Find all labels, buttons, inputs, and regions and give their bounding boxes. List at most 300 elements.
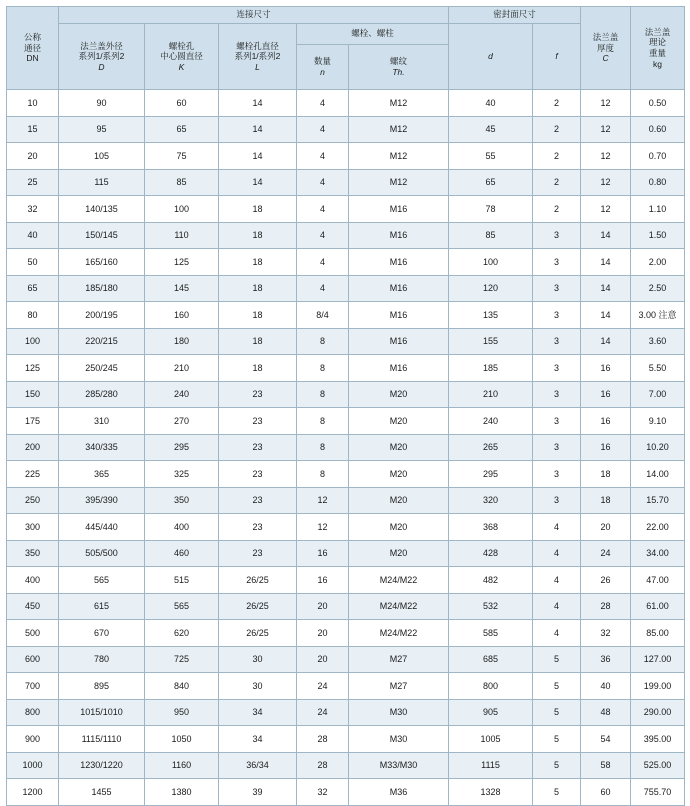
cell-f: 2: [533, 169, 581, 196]
cell-f: 2: [533, 196, 581, 223]
header-l: [219, 24, 297, 90]
cell-c: 14: [581, 249, 631, 276]
header-dn-line2: 通径: [23, 42, 41, 53]
cell-f: 4: [533, 567, 581, 594]
cell-dn: 500: [7, 620, 59, 647]
cell-d: 670: [59, 620, 145, 647]
cell-n: 12: [297, 487, 349, 514]
cell-dn: 450: [7, 593, 59, 620]
cell-weight: 7.00: [631, 381, 685, 408]
cell-weight: 2.00: [631, 249, 685, 276]
cell-f: 2: [533, 143, 581, 170]
cell-seal-d: 135: [449, 302, 533, 329]
cell-th: M27: [349, 673, 449, 700]
cell-dn: 200: [7, 434, 59, 461]
header-n-line2: n: [320, 67, 325, 77]
cell-n: 16: [297, 567, 349, 594]
header-k-line1: 螺栓孔: [168, 40, 195, 51]
cell-d: 285/280: [59, 381, 145, 408]
cell-th: M33/M30: [349, 752, 449, 779]
cell-seal-d: 40: [449, 90, 533, 117]
cell-c: 16: [581, 434, 631, 461]
cell-th: M20: [349, 461, 449, 488]
cell-dn: 20: [7, 143, 59, 170]
cell-weight: 290.00: [631, 699, 685, 726]
cell-seal-d: 85: [449, 222, 533, 249]
cell-c: 12: [581, 90, 631, 117]
cell-dn: 125: [7, 355, 59, 382]
table-row: [7, 752, 685, 779]
cell-k: 950: [145, 699, 219, 726]
table-row: [7, 116, 685, 143]
cell-c: 58: [581, 752, 631, 779]
cell-d: 365: [59, 461, 145, 488]
cell-f: 3: [533, 461, 581, 488]
table-row: [7, 673, 685, 700]
cell-d: 250/245: [59, 355, 145, 382]
cell-seal-d: 1005: [449, 726, 533, 753]
cell-th: M20: [349, 381, 449, 408]
cell-th: M20: [349, 408, 449, 435]
header-seal-f: [533, 24, 581, 90]
cell-dn: 1200: [7, 779, 59, 806]
cell-weight: 127.00: [631, 646, 685, 673]
cell-seal-d: 800: [449, 673, 533, 700]
header-k-line2: 中心圆直径: [160, 51, 203, 62]
cell-k: 325: [145, 461, 219, 488]
cell-d: 115: [59, 169, 145, 196]
cell-dn: 65: [7, 275, 59, 302]
cell-dn: 175: [7, 408, 59, 435]
cell-n: 16: [297, 540, 349, 567]
header-c-line3: C: [602, 53, 609, 64]
cell-dn: 600: [7, 646, 59, 673]
table-row: [7, 328, 685, 355]
cell-c: 14: [581, 328, 631, 355]
table-row: [7, 487, 685, 514]
cell-l: 34: [219, 726, 297, 753]
cell-k: 515: [145, 567, 219, 594]
cell-l: 26/25: [219, 567, 297, 594]
cell-l: 18: [219, 222, 297, 249]
header-group-seal: 密封面尺寸: [449, 7, 581, 24]
cell-d: 895: [59, 673, 145, 700]
cell-d: 1230/1220: [59, 752, 145, 779]
table-row: [7, 275, 685, 302]
cell-k: 145: [145, 275, 219, 302]
cell-c: 20: [581, 514, 631, 541]
cell-seal-d: 120: [449, 275, 533, 302]
header-weight: [631, 7, 685, 90]
cell-weight: 61.00: [631, 593, 685, 620]
cell-dn: 300: [7, 514, 59, 541]
table-row: [7, 514, 685, 541]
cell-c: 16: [581, 408, 631, 435]
table-row: [7, 381, 685, 408]
cell-l: 14: [219, 169, 297, 196]
cell-seal-d: 532: [449, 593, 533, 620]
table-row: [7, 302, 685, 329]
cell-weight: 0.60: [631, 116, 685, 143]
cell-weight: 755.70: [631, 779, 685, 806]
cell-d: 1455: [59, 779, 145, 806]
table-row: [7, 779, 685, 806]
cell-weight: 34.00: [631, 540, 685, 567]
cell-d: 185/180: [59, 275, 145, 302]
cell-f: 3: [533, 408, 581, 435]
header-c-line2: 厚度: [597, 42, 615, 53]
cell-n: 8: [297, 408, 349, 435]
cell-th: M12: [349, 169, 449, 196]
cell-k: 350: [145, 487, 219, 514]
header-th: [349, 45, 449, 90]
cell-l: 14: [219, 90, 297, 117]
cell-f: 3: [533, 434, 581, 461]
cell-weight: 3.00 注意: [631, 302, 685, 329]
cell-seal-d: 210: [449, 381, 533, 408]
cell-c: 14: [581, 302, 631, 329]
cell-c: 14: [581, 275, 631, 302]
cell-n: 4: [297, 90, 349, 117]
cell-f: 3: [533, 249, 581, 276]
cell-f: 3: [533, 355, 581, 382]
cell-seal-d: 155: [449, 328, 533, 355]
cell-th: M24/M22: [349, 620, 449, 647]
cell-l: 18: [219, 302, 297, 329]
cell-l: 18: [219, 196, 297, 223]
table-row: [7, 593, 685, 620]
cell-d: 395/390: [59, 487, 145, 514]
cell-k: 75: [145, 143, 219, 170]
cell-d: 200/195: [59, 302, 145, 329]
cell-c: 36: [581, 646, 631, 673]
cell-l: 18: [219, 249, 297, 276]
table-row: [7, 434, 685, 461]
cell-dn: 25: [7, 169, 59, 196]
cell-k: 270: [145, 408, 219, 435]
cell-dn: 10: [7, 90, 59, 117]
header-seal-f-label: f: [555, 50, 558, 61]
cell-f: 3: [533, 381, 581, 408]
cell-n: 4: [297, 222, 349, 249]
header-l-line1: 螺栓孔直径: [236, 40, 279, 51]
cell-k: 620: [145, 620, 219, 647]
cell-th: M20: [349, 487, 449, 514]
cell-weight: 1.10: [631, 196, 685, 223]
cell-dn: 1000: [7, 752, 59, 779]
cell-seal-d: 482: [449, 567, 533, 594]
cell-k: 110: [145, 222, 219, 249]
header-weight-line4: kg: [653, 58, 663, 69]
cell-weight: 395.00: [631, 726, 685, 753]
cell-l: 14: [219, 116, 297, 143]
cell-dn: 32: [7, 196, 59, 223]
cell-l: 26/25: [219, 593, 297, 620]
header-dn-line1: 公称: [23, 32, 41, 43]
cell-l: 30: [219, 646, 297, 673]
cell-n: 20: [297, 620, 349, 647]
cell-th: M24/M22: [349, 593, 449, 620]
table-row: [7, 143, 685, 170]
cell-th: M16: [349, 249, 449, 276]
cell-d: 220/215: [59, 328, 145, 355]
cell-th: M12: [349, 90, 449, 117]
cell-d: 615: [59, 593, 145, 620]
table-row: [7, 408, 685, 435]
cell-d: 95: [59, 116, 145, 143]
table-row: [7, 355, 685, 382]
cell-l: 36/34: [219, 752, 297, 779]
cell-n: 4: [297, 116, 349, 143]
header-dn: [7, 7, 59, 90]
cell-d: 150/145: [59, 222, 145, 249]
cell-k: 1380: [145, 779, 219, 806]
cell-th: M20: [349, 434, 449, 461]
table-row: [7, 540, 685, 567]
cell-k: 85: [145, 169, 219, 196]
cell-c: 12: [581, 169, 631, 196]
header-d-line1: 法兰盖外径: [80, 40, 123, 51]
header-d-line2: 系列1/系列2: [78, 51, 125, 62]
header-dn-line3: DN: [26, 53, 39, 64]
cell-c: 16: [581, 381, 631, 408]
cell-d: 310: [59, 408, 145, 435]
cell-th: M30: [349, 699, 449, 726]
cell-weight: 3.60: [631, 328, 685, 355]
cell-seal-d: 320: [449, 487, 533, 514]
cell-k: 840: [145, 673, 219, 700]
cell-dn: 40: [7, 222, 59, 249]
header-weight-line3: 重量: [649, 48, 667, 58]
cell-c: 18: [581, 461, 631, 488]
cell-weight: 0.80: [631, 169, 685, 196]
cell-dn: 50: [7, 249, 59, 276]
cell-k: 65: [145, 116, 219, 143]
cell-f: 5: [533, 726, 581, 753]
cell-d: 780: [59, 646, 145, 673]
cell-l: 18: [219, 275, 297, 302]
cell-n: 20: [297, 593, 349, 620]
cell-seal-d: 100: [449, 249, 533, 276]
table-row: [7, 196, 685, 223]
cell-c: 60: [581, 779, 631, 806]
header-l-line2: 系列1/系列2: [234, 51, 281, 62]
cell-weight: 0.50: [631, 90, 685, 117]
cell-c: 28: [581, 593, 631, 620]
header-weight-line1: 法兰盖: [644, 26, 671, 37]
cell-th: M24/M22: [349, 567, 449, 594]
cell-d: 340/335: [59, 434, 145, 461]
cell-n: 8: [297, 434, 349, 461]
cell-n: 32: [297, 779, 349, 806]
cell-seal-d: 905: [449, 699, 533, 726]
table-row: [7, 249, 685, 276]
cell-c: 16: [581, 355, 631, 382]
header-group-bolts: 螺栓、螺柱: [297, 24, 449, 45]
table-row: [7, 90, 685, 117]
cell-d: 1015/1010: [59, 699, 145, 726]
cell-k: 240: [145, 381, 219, 408]
cell-seal-d: 65: [449, 169, 533, 196]
cell-n: 24: [297, 673, 349, 700]
table-row: [7, 620, 685, 647]
cell-dn: 900: [7, 726, 59, 753]
cell-n: 4: [297, 169, 349, 196]
cell-l: 23: [219, 487, 297, 514]
cell-l: 26/25: [219, 620, 297, 647]
cell-seal-d: 265: [449, 434, 533, 461]
table-body: [7, 90, 685, 806]
cell-l: 23: [219, 461, 297, 488]
cell-k: 160: [145, 302, 219, 329]
cell-f: 3: [533, 275, 581, 302]
cell-seal-d: 368: [449, 514, 533, 541]
cell-l: 18: [219, 355, 297, 382]
cell-th: M16: [349, 302, 449, 329]
cell-d: 165/160: [59, 249, 145, 276]
cell-f: 3: [533, 487, 581, 514]
cell-th: M20: [349, 514, 449, 541]
cell-dn: 150: [7, 381, 59, 408]
cell-th: M16: [349, 196, 449, 223]
cell-th: M30: [349, 726, 449, 753]
cell-d: 445/440: [59, 514, 145, 541]
cell-seal-d: 45: [449, 116, 533, 143]
cell-weight: 85.00: [631, 620, 685, 647]
cell-k: 180: [145, 328, 219, 355]
cell-c: 14: [581, 222, 631, 249]
cell-weight: 47.00: [631, 567, 685, 594]
cell-n: 28: [297, 726, 349, 753]
cell-l: 23: [219, 540, 297, 567]
cell-c: 24: [581, 540, 631, 567]
cell-k: 400: [145, 514, 219, 541]
cell-f: 4: [533, 620, 581, 647]
cell-dn: 250: [7, 487, 59, 514]
cell-seal-d: 1328: [449, 779, 533, 806]
cell-n: 24: [297, 699, 349, 726]
cell-seal-d: 295: [449, 461, 533, 488]
cell-seal-d: 55: [449, 143, 533, 170]
cell-n: 4: [297, 275, 349, 302]
header-row-groups: [7, 7, 685, 24]
cell-th: M16: [349, 355, 449, 382]
cell-c: 12: [581, 116, 631, 143]
cell-th: M16: [349, 328, 449, 355]
cell-k: 1050: [145, 726, 219, 753]
header-seal-d: [449, 24, 533, 90]
cell-n: 4: [297, 196, 349, 223]
cell-seal-d: 78: [449, 196, 533, 223]
header-d: [59, 24, 145, 90]
header-c-line1: 法兰盖: [592, 32, 619, 43]
cell-th: M20: [349, 540, 449, 567]
cell-c: 40: [581, 673, 631, 700]
cell-k: 125: [145, 249, 219, 276]
cell-weight: 1.50: [631, 222, 685, 249]
cell-d: 565: [59, 567, 145, 594]
cell-weight: 15.70: [631, 487, 685, 514]
cell-l: 14: [219, 143, 297, 170]
cell-k: 210: [145, 355, 219, 382]
cell-weight: 525.00: [631, 752, 685, 779]
header-k: [145, 24, 219, 90]
cell-k: 100: [145, 196, 219, 223]
cell-dn: 800: [7, 699, 59, 726]
cell-k: 725: [145, 646, 219, 673]
header-group-connection: 连接尺寸: [59, 7, 449, 24]
cell-dn: 100: [7, 328, 59, 355]
cell-f: 2: [533, 116, 581, 143]
table-row: [7, 699, 685, 726]
cell-c: 12: [581, 143, 631, 170]
cell-l: 23: [219, 514, 297, 541]
table-row: [7, 461, 685, 488]
cell-n: 4: [297, 249, 349, 276]
cell-l: 34: [219, 699, 297, 726]
cell-c: 18: [581, 487, 631, 514]
cell-n: 8: [297, 328, 349, 355]
table-row: [7, 726, 685, 753]
header-n-line1: 数量: [313, 56, 331, 67]
cell-k: 60: [145, 90, 219, 117]
cell-seal-d: 428: [449, 540, 533, 567]
cell-d: 1115/1110: [59, 726, 145, 753]
cell-f: 3: [533, 222, 581, 249]
cell-l: 39: [219, 779, 297, 806]
cell-seal-d: 185: [449, 355, 533, 382]
table-row: [7, 222, 685, 249]
cell-c: 48: [581, 699, 631, 726]
cell-l: 18: [219, 328, 297, 355]
cell-f: 5: [533, 646, 581, 673]
cell-n: 8/4: [297, 302, 349, 329]
cell-th: M36: [349, 779, 449, 806]
cell-k: 460: [145, 540, 219, 567]
cell-th: M16: [349, 275, 449, 302]
cell-weight: 22.00: [631, 514, 685, 541]
cell-weight: 199.00: [631, 673, 685, 700]
cell-n: 20: [297, 646, 349, 673]
table-head: [7, 7, 685, 90]
cell-k: 565: [145, 593, 219, 620]
cell-weight: 5.50: [631, 355, 685, 382]
cell-seal-d: 685: [449, 646, 533, 673]
cell-weight: 2.50: [631, 275, 685, 302]
cell-d: 105: [59, 143, 145, 170]
cell-d: 505/500: [59, 540, 145, 567]
cell-dn: 350: [7, 540, 59, 567]
cell-k: 1160: [145, 752, 219, 779]
cell-d: 90: [59, 90, 145, 117]
cell-n: 12: [297, 514, 349, 541]
header-seal-d-label: d: [488, 50, 493, 61]
cell-th: M16: [349, 222, 449, 249]
cell-l: 23: [219, 408, 297, 435]
cell-n: 4: [297, 143, 349, 170]
cell-f: 5: [533, 699, 581, 726]
cell-weight: 14.00: [631, 461, 685, 488]
cell-weight: 10.20: [631, 434, 685, 461]
cell-dn: 80: [7, 302, 59, 329]
cell-f: 2: [533, 90, 581, 117]
cell-f: 4: [533, 593, 581, 620]
cell-f: 4: [533, 514, 581, 541]
cell-c: 54: [581, 726, 631, 753]
cell-weight: 0.70: [631, 143, 685, 170]
header-th-line2: Th.: [392, 67, 405, 77]
cell-l: 23: [219, 434, 297, 461]
